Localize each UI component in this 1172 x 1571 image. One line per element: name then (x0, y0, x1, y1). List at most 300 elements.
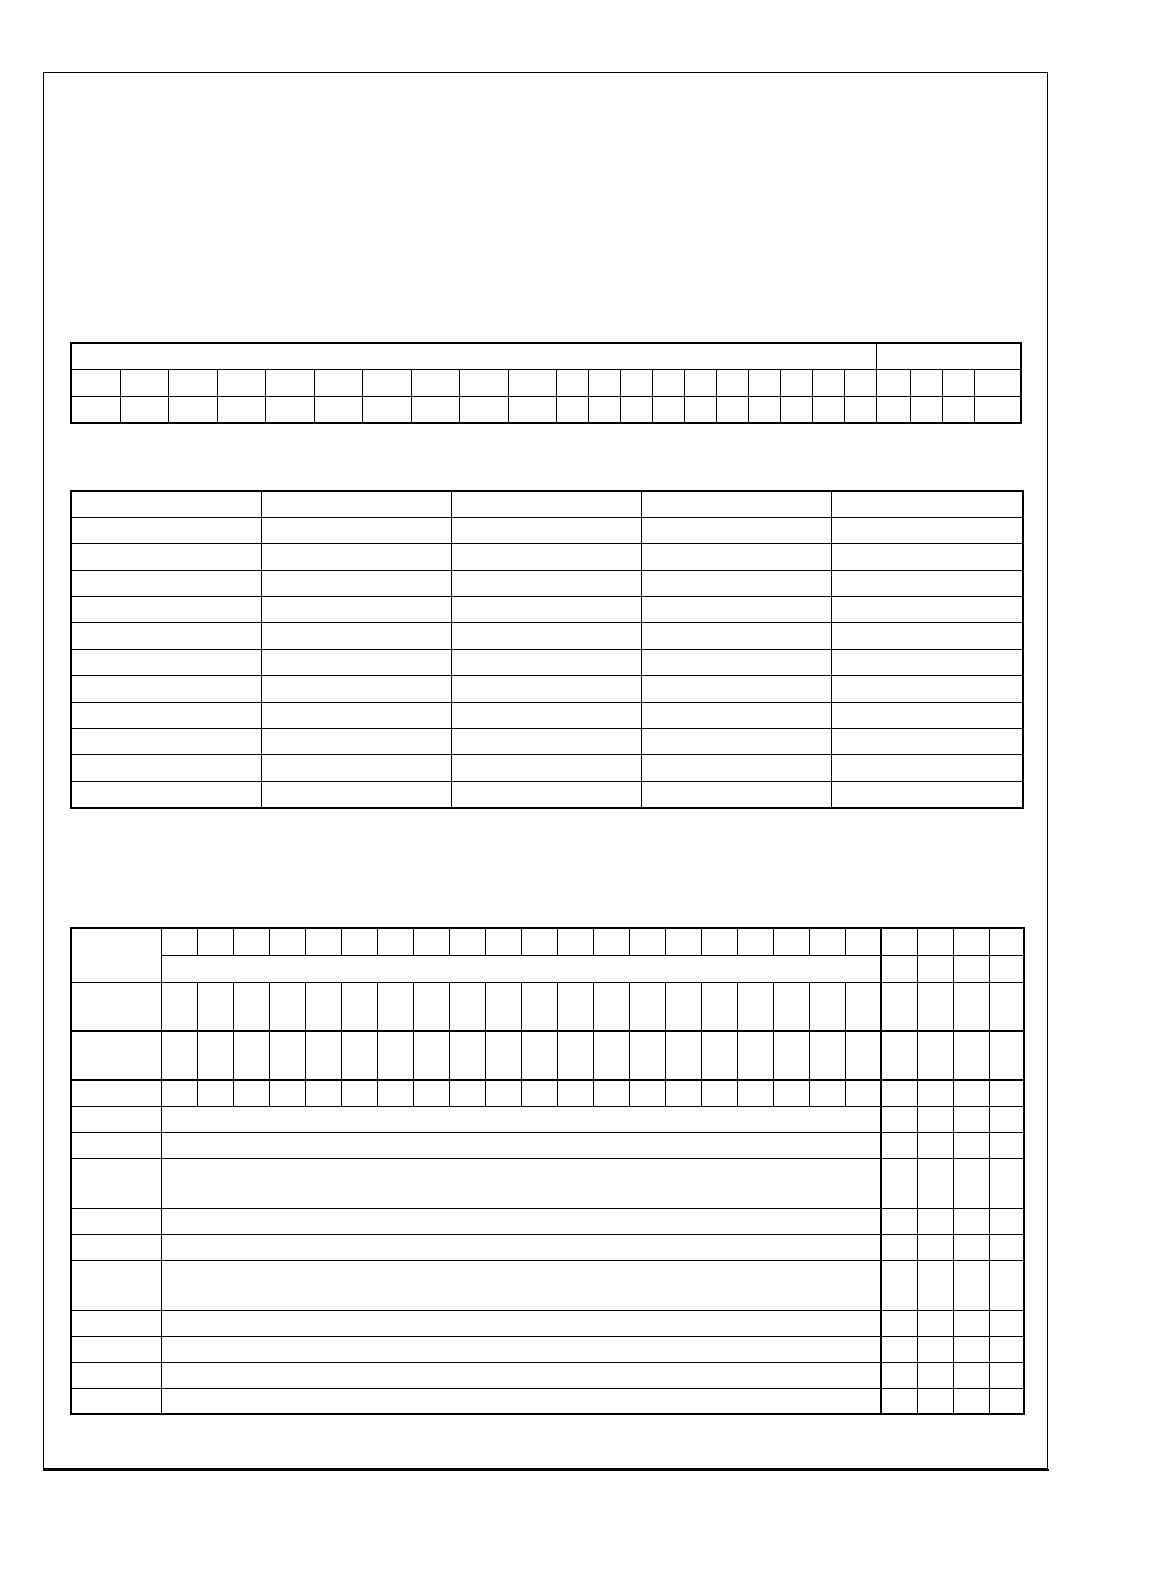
table-cell (665, 1031, 701, 1080)
table-cell (71, 729, 261, 755)
table-cell (451, 755, 641, 781)
table-cell (451, 597, 641, 623)
table-cell (652, 396, 684, 423)
table-cell (261, 649, 451, 675)
table-cell (261, 544, 451, 570)
table-cell (989, 928, 1024, 955)
table-cell (620, 370, 652, 397)
table-cell (917, 1362, 953, 1388)
bottom-rule (43, 1469, 1049, 1471)
top-grid-table (70, 342, 1022, 424)
table-cell (989, 1031, 1024, 1080)
table-cell (881, 1106, 917, 1132)
table-cell (71, 1388, 161, 1414)
table-cell (449, 1080, 485, 1106)
table-cell (588, 370, 620, 397)
table-cell (641, 781, 831, 807)
table-cell (877, 370, 911, 397)
table-cell (265, 396, 314, 423)
table-cell (748, 370, 780, 397)
table-cell (989, 1336, 1024, 1362)
table-cell (975, 396, 1021, 423)
table-cell (217, 370, 265, 397)
table-cell (917, 1132, 953, 1158)
table-cell (629, 982, 665, 1031)
table-row (71, 928, 1024, 955)
table-row (71, 1336, 1024, 1362)
table-cell (197, 1031, 233, 1080)
table-cell (261, 597, 451, 623)
table-cell (269, 1080, 305, 1106)
table-cell (557, 1031, 593, 1080)
table-cell (261, 491, 451, 517)
table-cell (831, 623, 1023, 649)
table-cell (451, 570, 641, 596)
table-row (71, 1106, 1024, 1132)
table-cell (71, 649, 261, 675)
table-cell (917, 1158, 953, 1208)
table-cell (684, 370, 716, 397)
table-cell (485, 982, 521, 1031)
table-cell (773, 928, 809, 955)
table-cell (362, 370, 411, 397)
table-cell (953, 1310, 989, 1336)
table-cell (341, 928, 377, 955)
table-row (71, 1234, 1024, 1260)
table-cell (881, 1260, 917, 1310)
table-cell (71, 623, 261, 649)
table-cell (233, 1031, 269, 1080)
table-cell (261, 781, 451, 807)
table-cell (641, 517, 831, 543)
table-cell (508, 396, 556, 423)
table-cell (161, 1208, 881, 1234)
table-cell (459, 370, 508, 397)
table-cell (844, 396, 876, 423)
table-row (71, 396, 1021, 423)
table-cell (269, 928, 305, 955)
table-cell (557, 982, 593, 1031)
table-cell (780, 396, 812, 423)
table-cell (641, 491, 831, 517)
table-cell (989, 1208, 1024, 1234)
table-cell (773, 982, 809, 1031)
table-cell (773, 1031, 809, 1080)
table-cell (917, 928, 953, 955)
table-cell (593, 1031, 629, 1080)
table-cell (161, 1362, 881, 1388)
table-cell (413, 982, 449, 1031)
table-cell (665, 982, 701, 1031)
table-cell (449, 982, 485, 1031)
table-row (71, 1310, 1024, 1336)
table-cell (265, 370, 314, 397)
table-cell (809, 1031, 845, 1080)
table-cell (831, 729, 1023, 755)
table-row (71, 702, 1023, 728)
table-cell (161, 1310, 881, 1336)
table-cell (831, 676, 1023, 702)
table-row (71, 370, 1021, 397)
table-cell (71, 982, 161, 1031)
table-cell (161, 955, 881, 982)
table-cell (701, 982, 737, 1031)
table-cell (451, 623, 641, 649)
table-cell (917, 1234, 953, 1260)
table-cell (269, 982, 305, 1031)
table-cell (989, 1132, 1024, 1158)
table-cell (233, 928, 269, 955)
table-cell (716, 396, 748, 423)
table-cell (521, 982, 557, 1031)
table-row (71, 955, 1024, 982)
table-cell (557, 928, 593, 955)
table-cell (261, 755, 451, 781)
table-cell (665, 1080, 701, 1106)
table-cell (809, 928, 845, 955)
table-cell (953, 1106, 989, 1132)
table-cell (953, 928, 989, 955)
table-cell (831, 781, 1023, 807)
bottom-grid-table (70, 927, 1025, 1415)
table-cell (451, 517, 641, 543)
table-cell (831, 491, 1023, 517)
table-cell (701, 1080, 737, 1106)
table-cell (641, 544, 831, 570)
table-cell (593, 928, 629, 955)
table-cell (953, 1234, 989, 1260)
table-cell (881, 1362, 917, 1388)
table-cell (71, 544, 261, 570)
table-row (71, 570, 1023, 596)
table-cell (737, 1080, 773, 1106)
table-cell (881, 1080, 917, 1106)
table-cell (557, 1080, 593, 1106)
table-cell (120, 396, 168, 423)
table-cell (261, 623, 451, 649)
table-cell (780, 370, 812, 397)
table-cell (989, 1362, 1024, 1388)
table-cell (844, 370, 876, 397)
table-cell (217, 396, 265, 423)
table-row (71, 1080, 1024, 1106)
table-cell (831, 517, 1023, 543)
table-cell (521, 928, 557, 955)
table-cell (629, 1080, 665, 1106)
table-cell (377, 982, 413, 1031)
table-cell (641, 623, 831, 649)
table-cell (620, 396, 652, 423)
table-cell (305, 1031, 341, 1080)
table-cell (449, 1031, 485, 1080)
table-cell (341, 982, 377, 1031)
table-cell (831, 755, 1023, 781)
table-cell (161, 1031, 197, 1080)
table-cell (261, 729, 451, 755)
table-cell (809, 1080, 845, 1106)
table-row (71, 1260, 1024, 1310)
table-cell (485, 928, 521, 955)
table-cell (812, 396, 844, 423)
table-cell (943, 370, 975, 397)
table-cell (953, 1362, 989, 1388)
table-cell (953, 1080, 989, 1106)
table-cell (831, 570, 1023, 596)
table-cell (881, 1208, 917, 1234)
table-cell (881, 928, 917, 955)
table-cell (161, 982, 197, 1031)
table-cell (593, 1080, 629, 1106)
table-row (71, 597, 1023, 623)
table-cell (588, 396, 620, 423)
table-cell (917, 1310, 953, 1336)
table-cell (831, 597, 1023, 623)
table-cell (881, 1336, 917, 1362)
table-cell (161, 1106, 881, 1132)
table-row (71, 1031, 1024, 1080)
table-cell (701, 1031, 737, 1080)
table-row (71, 491, 1023, 517)
table-cell (341, 1031, 377, 1080)
table-cell (737, 1031, 773, 1080)
table-cell (917, 1336, 953, 1362)
table-cell (71, 1080, 161, 1106)
table-cell (877, 396, 911, 423)
table-cell (485, 1080, 521, 1106)
table-cell (953, 1158, 989, 1208)
table-cell (953, 1132, 989, 1158)
table-cell (917, 1388, 953, 1414)
table-cell (641, 755, 831, 781)
table-cell (975, 370, 1021, 397)
table-cell (261, 570, 451, 596)
table-cell (451, 649, 641, 675)
table-cell (953, 955, 989, 982)
table-cell (953, 1208, 989, 1234)
table-cell (197, 928, 233, 955)
table-cell (989, 955, 1024, 982)
table-cell (556, 370, 588, 397)
table-cell (953, 1031, 989, 1080)
table-cell (161, 1080, 197, 1106)
table-cell (377, 928, 413, 955)
table-cell (71, 1310, 161, 1336)
table-cell (881, 1031, 917, 1080)
table-cell (881, 1234, 917, 1260)
table-cell (831, 544, 1023, 570)
table-cell (71, 343, 877, 370)
table-cell (197, 1080, 233, 1106)
table-cell (521, 1031, 557, 1080)
table-cell (845, 928, 881, 955)
table-cell (261, 702, 451, 728)
table-cell (989, 982, 1024, 1031)
table-cell (881, 1132, 917, 1158)
table-cell (261, 676, 451, 702)
table-cell (161, 1158, 881, 1208)
table-cell (71, 1336, 161, 1362)
table-cell (71, 781, 261, 807)
table-cell (459, 396, 508, 423)
table-cell (989, 1310, 1024, 1336)
table-cell (989, 1158, 1024, 1208)
table-cell (953, 1388, 989, 1414)
table-cell (917, 955, 953, 982)
table-cell (71, 491, 261, 517)
table-cell (593, 982, 629, 1031)
table-row (71, 1362, 1024, 1388)
table-cell (71, 1158, 161, 1208)
table-cell (877, 343, 1021, 370)
table-cell (953, 1336, 989, 1362)
table-cell (881, 1158, 917, 1208)
table-cell (71, 1132, 161, 1158)
table-cell (71, 597, 261, 623)
table-cell (71, 570, 261, 596)
table-cell (989, 1388, 1024, 1414)
table-cell (641, 597, 831, 623)
table-cell (943, 396, 975, 423)
table-cell (917, 1080, 953, 1106)
table-cell (881, 1388, 917, 1414)
table-cell (629, 928, 665, 955)
table-cell (71, 1260, 161, 1310)
table-cell (377, 1031, 413, 1080)
table-cell (314, 370, 362, 397)
table-cell (451, 491, 641, 517)
table-cell (641, 729, 831, 755)
table-cell (71, 1106, 161, 1132)
table-cell (362, 396, 411, 423)
table-cell (71, 1362, 161, 1388)
table-cell (161, 1260, 881, 1310)
table-row (71, 755, 1023, 781)
table-cell (120, 370, 168, 397)
table-cell (314, 396, 362, 423)
table-cell (716, 370, 748, 397)
table-cell (917, 1106, 953, 1132)
table-cell (917, 1208, 953, 1234)
table-cell (71, 755, 261, 781)
table-cell (748, 396, 780, 423)
table-cell (305, 1080, 341, 1106)
table-row (71, 544, 1023, 570)
table-cell (233, 982, 269, 1031)
table-cell (652, 370, 684, 397)
table-cell (831, 649, 1023, 675)
table-cell (521, 1080, 557, 1106)
table-cell (161, 928, 197, 955)
table-cell (71, 1031, 161, 1080)
table-row (71, 517, 1023, 543)
table-cell (451, 702, 641, 728)
table-cell (665, 928, 701, 955)
table-cell (831, 702, 1023, 728)
table-row (71, 343, 1021, 370)
table-cell (911, 370, 943, 397)
table-cell (845, 1031, 881, 1080)
table-cell (449, 928, 485, 955)
table-cell (377, 1080, 413, 1106)
table-cell (953, 1260, 989, 1310)
table-cell (269, 1031, 305, 1080)
table-cell (71, 370, 120, 397)
table-cell (71, 928, 161, 982)
table-cell (451, 781, 641, 807)
table-cell (917, 1031, 953, 1080)
table-row (71, 1132, 1024, 1158)
table-cell (71, 1234, 161, 1260)
table-cell (233, 1080, 269, 1106)
table-cell (451, 729, 641, 755)
table-row (71, 676, 1023, 702)
table-cell (911, 396, 943, 423)
table-cell (451, 544, 641, 570)
table-cell (556, 396, 588, 423)
table-cell (641, 570, 831, 596)
table-cell (261, 517, 451, 543)
table-cell (641, 676, 831, 702)
table-cell (161, 1234, 881, 1260)
table-cell (989, 1234, 1024, 1260)
table-cell (411, 370, 459, 397)
table-row (71, 623, 1023, 649)
table-cell (641, 649, 831, 675)
table-row (71, 729, 1023, 755)
table-cell (341, 1080, 377, 1106)
table-cell (989, 1106, 1024, 1132)
table-cell (845, 982, 881, 1031)
table-cell (917, 1260, 953, 1310)
table-cell (71, 702, 261, 728)
table-cell (881, 955, 917, 982)
table-cell (737, 928, 773, 955)
table-cell (845, 1080, 881, 1106)
table-cell (197, 982, 233, 1031)
table-cell (881, 982, 917, 1031)
table-cell (989, 1260, 1024, 1310)
table-cell (71, 1208, 161, 1234)
table-cell (989, 1080, 1024, 1106)
table-cell (917, 982, 953, 1031)
table-row (71, 1208, 1024, 1234)
table-cell (161, 1132, 881, 1158)
table-row (71, 982, 1024, 1031)
table-cell (161, 1388, 881, 1414)
table-cell (168, 370, 217, 397)
table-cell (773, 1080, 809, 1106)
table-cell (71, 517, 261, 543)
table-cell (953, 982, 989, 1031)
table-cell (684, 396, 716, 423)
table-cell (413, 928, 449, 955)
table-cell (305, 928, 341, 955)
table-row (71, 1388, 1024, 1414)
table-cell (812, 370, 844, 397)
table-cell (641, 702, 831, 728)
table-cell (413, 1031, 449, 1080)
table-row (71, 649, 1023, 675)
table-cell (485, 1031, 521, 1080)
table-row (71, 781, 1023, 807)
table-cell (411, 396, 459, 423)
table-cell (413, 1080, 449, 1106)
table-cell (629, 1031, 665, 1080)
table-cell (71, 396, 120, 423)
table-cell (161, 1336, 881, 1362)
table-cell (737, 982, 773, 1031)
table-cell (508, 370, 556, 397)
